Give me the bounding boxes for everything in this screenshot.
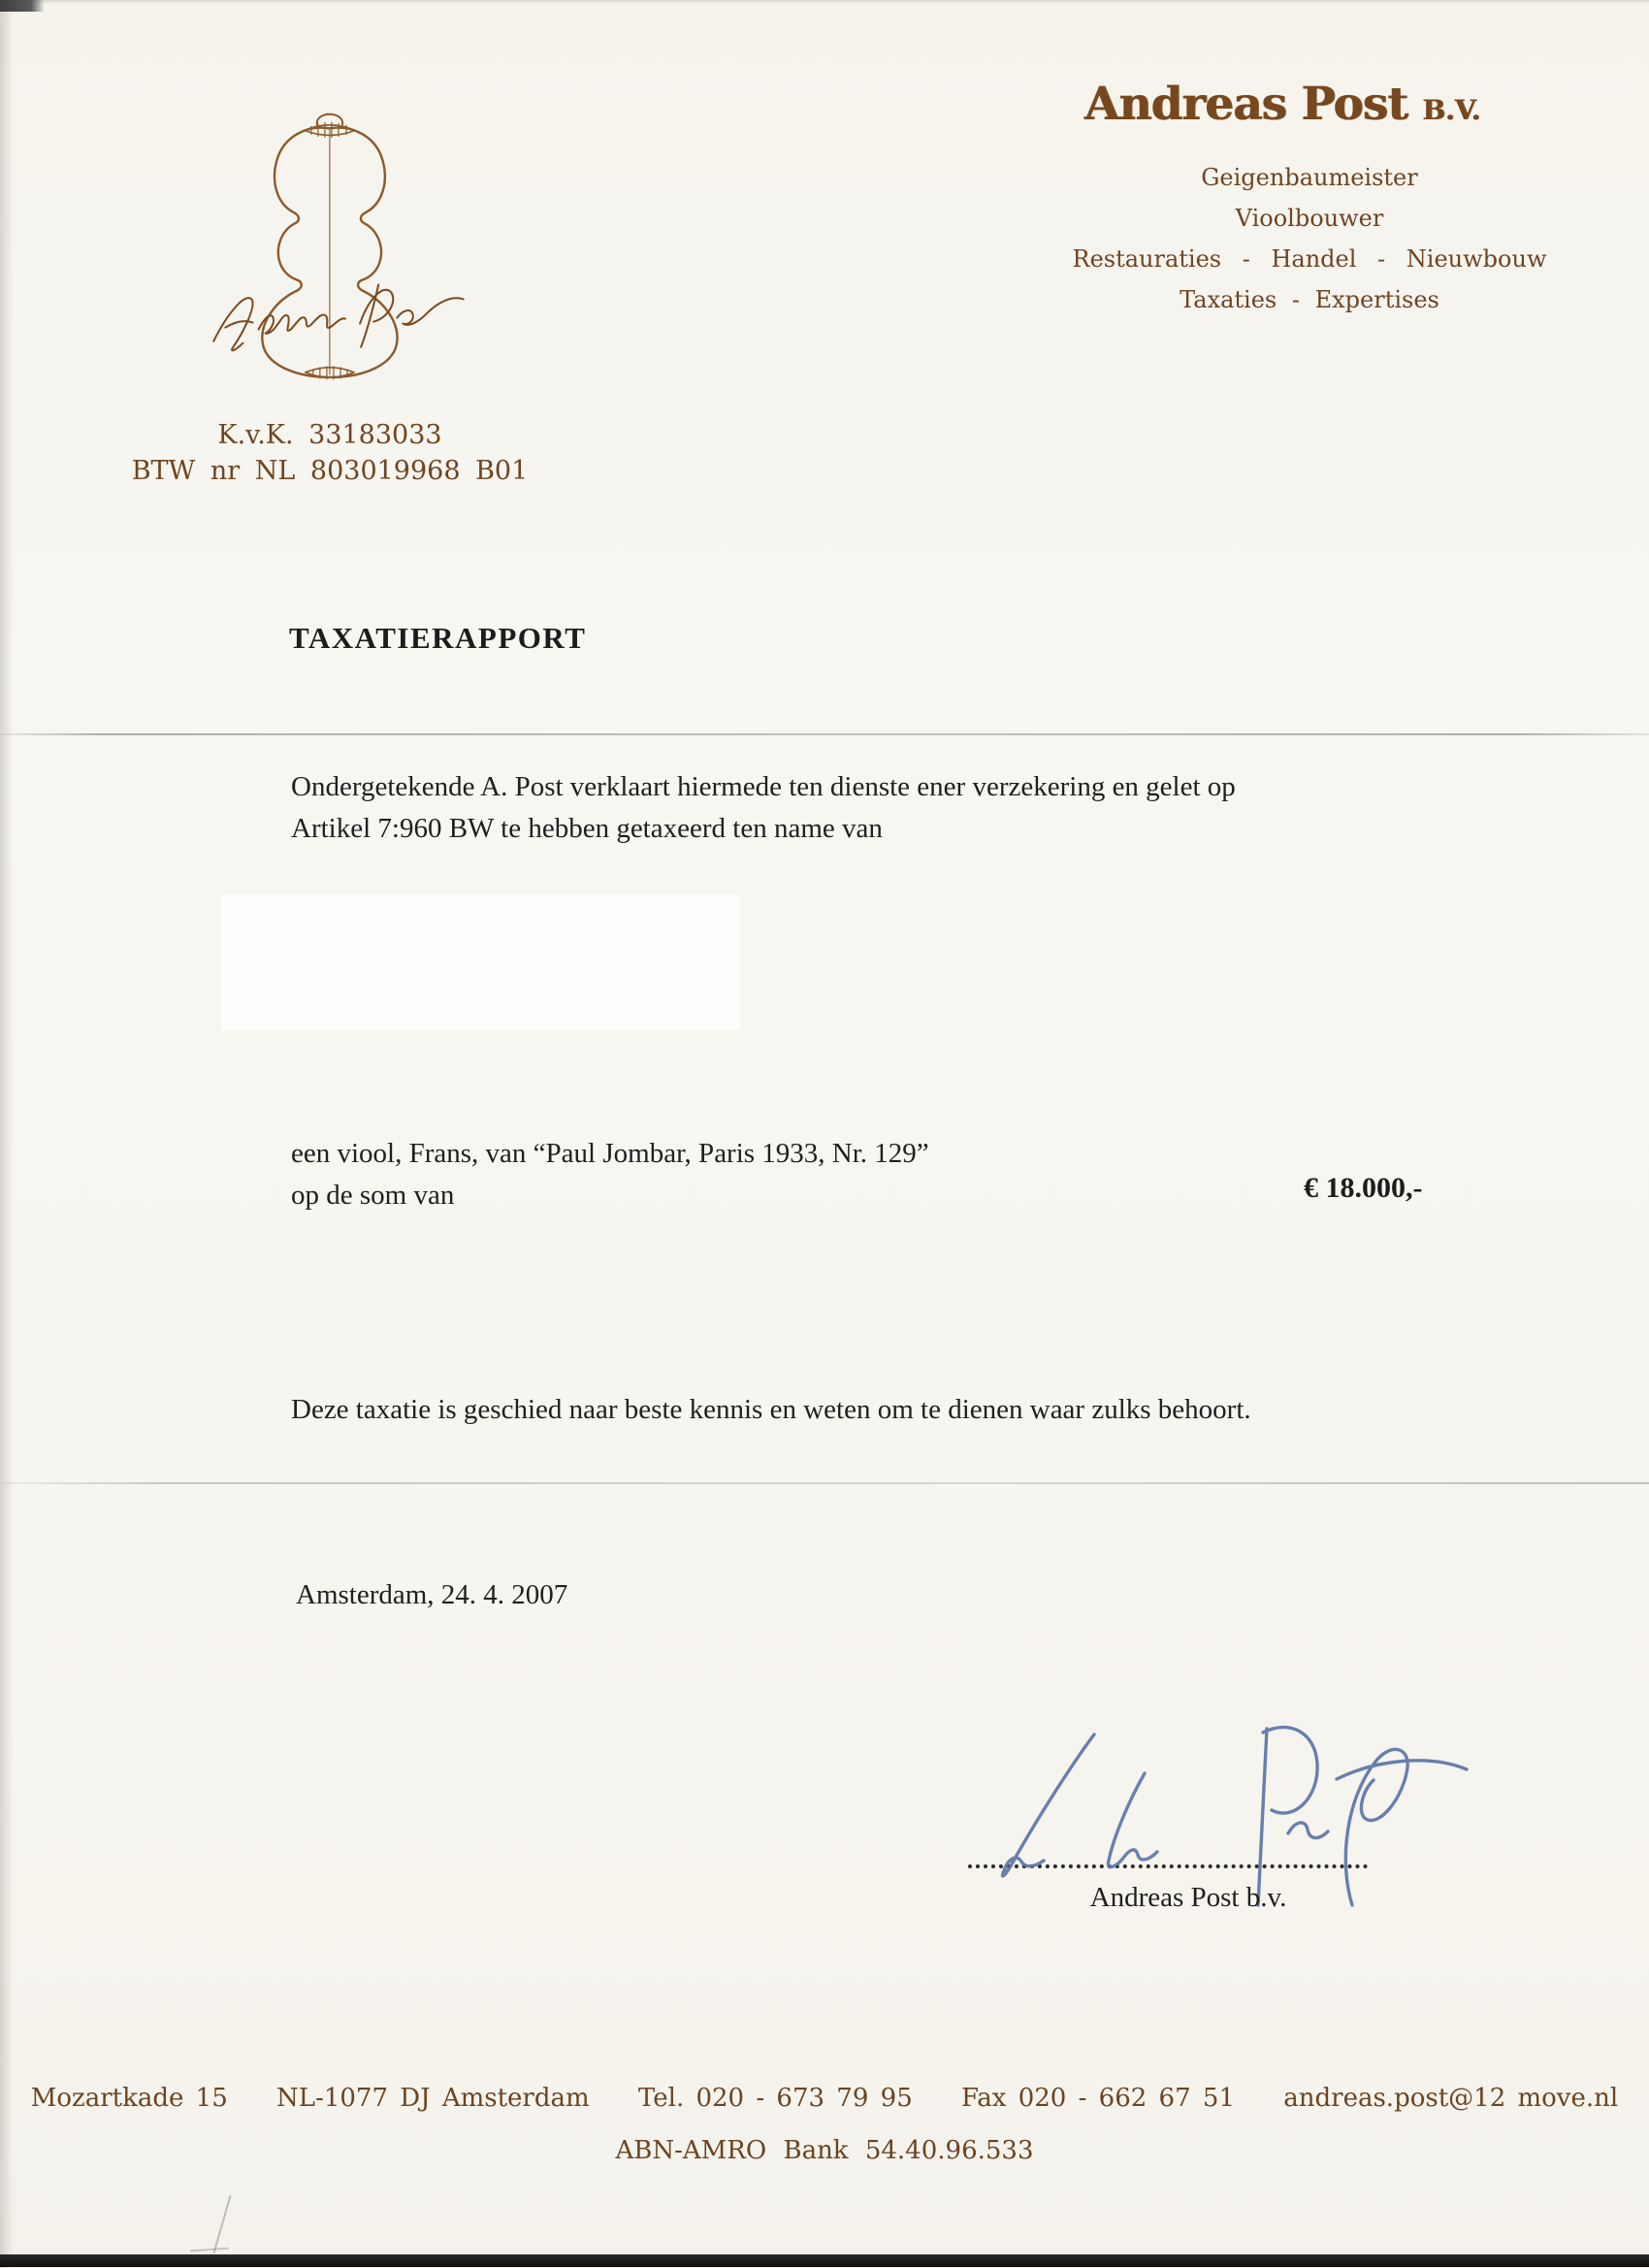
paper-fold-crease-upper bbox=[0, 733, 1649, 735]
footer-contact-line bbox=[0, 2084, 1649, 2113]
paper-corner-crease bbox=[212, 2195, 231, 2253]
document-title: TAXATIERAPPORT bbox=[289, 621, 587, 655]
company-name bbox=[982, 78, 1583, 131]
intro-paragraph bbox=[291, 766, 1436, 850]
appraised-amount: € 18.000,- bbox=[1304, 1172, 1423, 1204]
redacted-client-name-area bbox=[221, 894, 740, 1030]
registration-block bbox=[107, 417, 553, 489]
footer-postal-city: NL-1077 DJ Amsterdam bbox=[276, 2084, 590, 2113]
company-name-text: Andreas Post bbox=[1083, 78, 1407, 131]
scan-artifact-top-left bbox=[0, 0, 45, 12]
item-description: een viool, Frans, van “Paul Jombar, Paris 1933, Nr. 129” bbox=[291, 1138, 929, 1169]
intro-line-1: Ondergetekende A. Post verklaart hiermede ten dienste ener verzekering en gelet op bbox=[291, 771, 1236, 802]
scan-edge-shading bbox=[0, 0, 14, 2268]
letterhead bbox=[1009, 78, 1610, 313]
intro-line-2: Artikel 7:960 BW te hebben getaxeerd ten name van bbox=[291, 813, 883, 844]
scan-artifact-bottom-edge bbox=[0, 2254, 1649, 2267]
footer-bank-line: ABN-AMRO Bank 54.40.96.533 bbox=[615, 2136, 1034, 2165]
letterhead-subtitle-vioolbouwer: Vioolbouwer bbox=[1235, 205, 1384, 232]
closing-statement: Deze taxatie is geschied naar beste kennis en weten om te dienen waar zulks behoort. bbox=[291, 1394, 1251, 1425]
item-paragraph bbox=[291, 1133, 1261, 1216]
paper-fold-crease-lower bbox=[0, 1482, 1649, 1484]
footer-address: Mozartkade 15 bbox=[30, 2084, 228, 2113]
letterhead-subtitle-services: Restauraties - Handel - Nieuwbouw bbox=[1072, 245, 1547, 273]
footer-telephone: Tel. 020 - 673 79 95 bbox=[637, 2084, 913, 2113]
footer-email: andreas.post@12 move.nl bbox=[1283, 2084, 1619, 2113]
company-suffix: B.V. bbox=[1422, 94, 1481, 126]
btw-number: BTW nr NL 803019968 B01 bbox=[131, 456, 529, 486]
place-and-date: Amsterdam, 24. 4. 2007 bbox=[296, 1579, 568, 1610]
kvk-number: K.v.K. 33183033 bbox=[217, 420, 442, 450]
violin-logo-icon bbox=[206, 68, 479, 390]
scan-edge-shading-top bbox=[0, 0, 1649, 4]
sum-label: op de som van bbox=[291, 1180, 455, 1211]
letterhead-subtitle-geigenbaumeister: Geigenbaumeister bbox=[1201, 164, 1418, 191]
footer-fax: Fax 020 - 662 67 51 bbox=[961, 2084, 1235, 2113]
paper-corner-crease-base bbox=[190, 2248, 229, 2252]
signatory-name: Andreas Post b.v. bbox=[1089, 1882, 1287, 1913]
letterhead-subtitle-taxaties: Taxaties - Expertises bbox=[1180, 286, 1439, 313]
